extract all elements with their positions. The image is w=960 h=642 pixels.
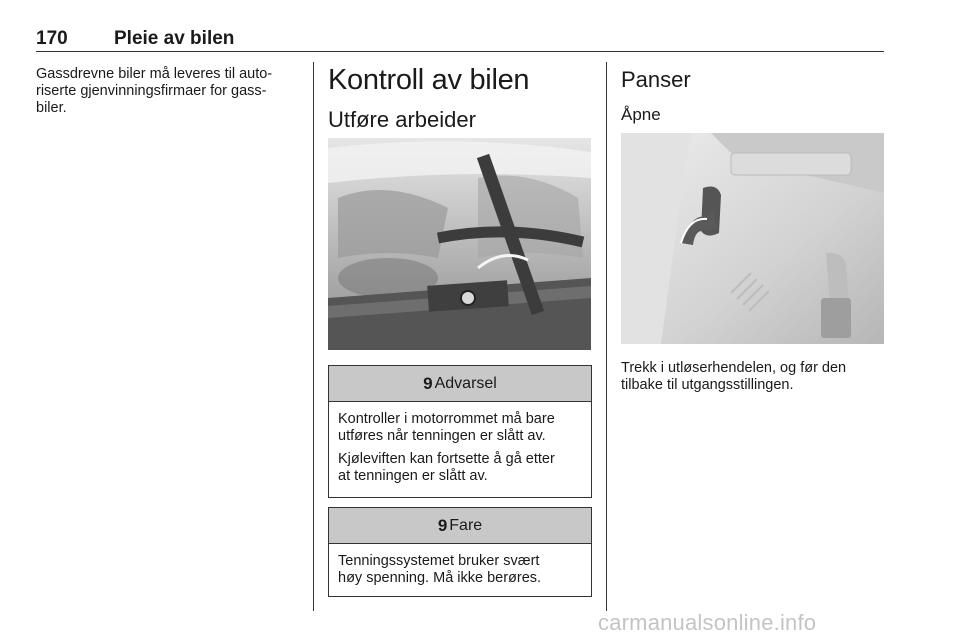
page-header <box>36 24 884 52</box>
panser-section <box>621 62 885 126</box>
kontroll-section <box>328 62 592 134</box>
header-rule <box>36 51 884 52</box>
danger-line: høy spenning. Må ikke berøres. <box>338 570 542 586</box>
danger-box-body <box>329 544 591 595</box>
watermark-text: carmanualsonline.info <box>598 610 817 635</box>
warning-line: Kontroller i motorrommet må bare <box>338 411 555 427</box>
panser-title: Panser <box>621 67 691 92</box>
section-subtitle: Utføre arbeider <box>328 107 476 132</box>
warning-box <box>328 365 592 498</box>
warning-line: Kjøleviften kan fortsette å gå etter <box>338 451 555 467</box>
chapter-title: Pleie av bilen <box>114 28 235 49</box>
warning-line: utføres når tenningen er slått av. <box>338 428 546 444</box>
hood-release-illustration <box>621 133 884 344</box>
column-divider-1 <box>313 62 314 611</box>
column-divider-2 <box>606 62 607 611</box>
danger-box-title: Fare <box>449 516 483 534</box>
danger-box <box>328 507 592 597</box>
intro-paragraph <box>36 66 298 117</box>
warning-box-title: Advarsel <box>434 374 497 392</box>
hood-release-photo <box>621 133 884 344</box>
hood-caption <box>621 360 883 394</box>
intro-line: riserte gjenvinningsfirmaer for gass- <box>36 83 267 99</box>
panser-subtitle: Åpne <box>621 105 661 124</box>
warning-box-header <box>329 366 591 402</box>
warning-paragraph <box>338 451 583 485</box>
danger-box-header <box>329 508 591 544</box>
engine-bay-illustration <box>328 138 591 350</box>
warning-line: at tenningen er slått av. <box>338 468 488 484</box>
danger-paragraph <box>338 553 583 587</box>
section-title: Kontroll av bilen <box>328 64 530 96</box>
danger-triangle-icon: 9 <box>437 515 448 535</box>
warning-paragraph <box>338 411 583 445</box>
warning-box-body <box>329 402 591 493</box>
caption-line: tilbake til utgangsstillingen. <box>621 377 794 393</box>
danger-line: Tenningssystemet bruker svært <box>338 553 540 569</box>
caption-line: Trekk i utløserhendelen, og før den <box>621 360 847 376</box>
intro-line: biler. <box>36 100 67 116</box>
warning-triangle-icon: 9 <box>423 373 433 393</box>
intro-line: Gassdrevne biler må leveres til auto- <box>36 66 273 82</box>
page-number: 170 <box>36 28 68 49</box>
engine-bay-photo <box>328 138 591 350</box>
